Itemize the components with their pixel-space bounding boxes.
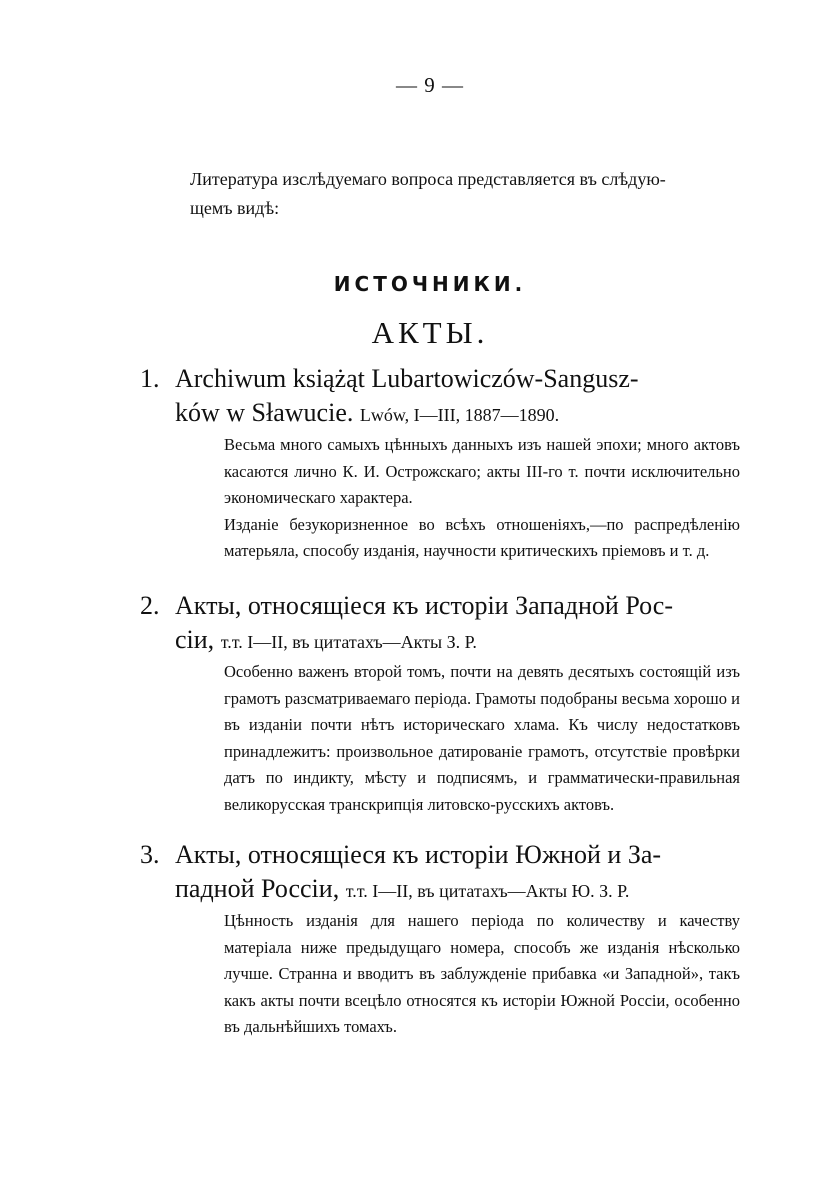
annotation-paragraph: Особенно важенъ второй томъ, почти на девять десятыхъ состоящій изъ грамотъ разсматриваемаго періода. Грамоты подобраны весьма хорошо и въ изданіи почти нѣтъ историческаго хлама. Къ числу недостатковъ принадлежитъ: произвольное датированіе грамотъ, отсутствіе провѣрки датъ по индикту, мѣсту и подписямъ, и грамматически-правильная великорусская транскрипція литовско-русскихъ актовъ.	[224, 662, 740, 814]
entry-title-line-1: Акты, относящіеся къ исторіи Западной Рос-	[175, 591, 673, 620]
entry-title-line-2: сіи,	[175, 625, 215, 654]
entry-annotation	[140, 908, 740, 1041]
bibliography-entry	[140, 589, 740, 818]
page-number: — 9 —	[396, 73, 464, 97]
entry-title	[140, 362, 740, 432]
intro-line-1: Литература изслѣдуемаго вопроса представляется въ слѣдую-	[190, 169, 666, 189]
intro-line-2: щемъ видѣ:	[190, 198, 280, 218]
intro-paragraph	[190, 165, 730, 223]
entry-title	[140, 838, 740, 908]
entry-title-line-1: Акты, относящіеся къ исторіи Южной и За-	[175, 840, 662, 869]
entry-annotation	[140, 659, 740, 818]
bibliography-entry	[140, 838, 740, 1041]
entry-annotation	[140, 432, 740, 565]
sub-heading: АКТЫ.	[371, 315, 489, 350]
entry-number: 2.	[140, 591, 160, 620]
annotation-paragraph: Цѣнность изданія для нашего періода по количеству и качеству матеріала ниже предыдущаго номера, способъ же изданія нѣсколько лучше. Странна и вводитъ въ заблужденіе прибавка «и Западной», такъ какъ акты почти всецѣло относятся къ исторіи Южной Россіи, особенно въ дальнѣйшихъ томахъ.	[224, 911, 740, 1036]
entry-meta: Lwów, I—III, 1887—1890.	[359, 405, 560, 425]
entry-number: 1.	[140, 364, 160, 393]
section-heading: ИСТОЧНИКИ.	[333, 272, 527, 296]
bibliography-entry	[140, 362, 740, 565]
entry-title-line-2: падной Россіи,	[175, 874, 340, 903]
entry-number: 3.	[140, 840, 160, 869]
entry-title-line-1: Archiwum książąt Lubartowiczów-Sangusz-	[175, 364, 639, 393]
entry-title	[140, 589, 740, 659]
entry-title-line-2: ków w Sławucie.	[175, 398, 354, 427]
entry-meta: т.т. I—II, въ цитатахъ—Акты З. Р.	[220, 632, 477, 652]
entry-meta: т.т. I—II, въ цитатахъ—Акты Ю. З. Р.	[345, 881, 630, 901]
annotation-paragraph: Весьма много самыхъ цѣнныхъ данныхъ изъ нашей эпохи; много актовъ касаются лично К. И. Острожскаго; акты III-го т. почти исключительно экономическаго характера.	[224, 435, 740, 507]
annotation-paragraph: Изданіе безукоризненное во всѣхъ отношеніяхъ,—по распредѣленію матерьяла, способу изданія, научности критическихъ пріемовъ и т. д.	[224, 514, 740, 560]
